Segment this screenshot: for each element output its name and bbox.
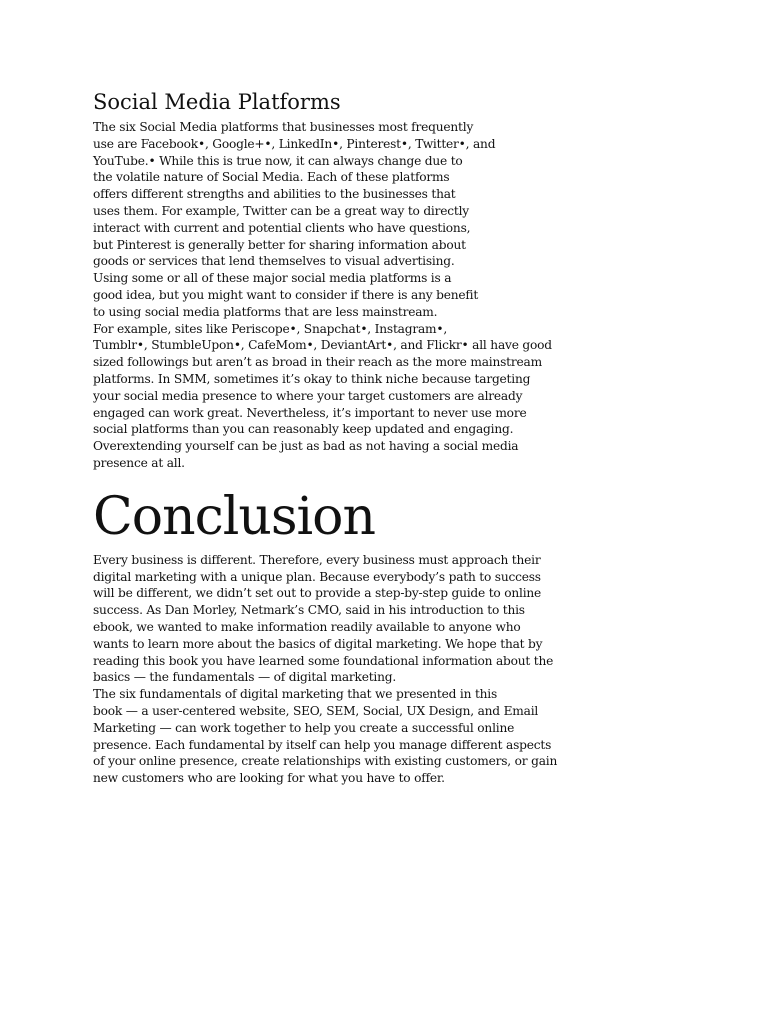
conclusion-paragraph-1 xyxy=(93,552,593,686)
text-line: platforms. In SMM, sometimes it’s okay to think niche because targeting xyxy=(93,371,531,386)
text-line: For example, sites like Periscope•, Snapchat•, Instagram•, xyxy=(93,321,448,336)
text-line: The six Social Media platforms that businesses most frequently xyxy=(93,120,474,134)
text-line: will be different, we didn’t set out to provide a step-by-step guide to online xyxy=(93,586,542,601)
text-line: success. As Dan Morley, Netmark’s CMO, said in his introduction to this xyxy=(93,603,525,618)
text-line: basics — the fundamentals — of digital marketing. xyxy=(93,670,397,685)
text-line: the volatile nature of Social Media. Each of these platforms xyxy=(93,170,450,185)
text-line: new customers who are looking for what you have to offer. xyxy=(93,771,445,786)
text-line: but Pinterest is generally better for sharing information about xyxy=(93,237,466,252)
conclusion-paragraph-2 xyxy=(93,686,593,787)
text-line: good idea, but you might want to consider if there is any benefit xyxy=(93,287,479,302)
text-line: reading this book you have learned some foundational information about the xyxy=(93,653,554,668)
text-line: offers different strengths and abilities to the businesses that xyxy=(93,187,456,202)
text-line: Using some or all of these major social media platforms is a xyxy=(93,271,452,286)
text-line: digital marketing with a unique plan. Because everybody’s path to success xyxy=(93,569,541,584)
text-line: presence at all. xyxy=(93,455,185,470)
text-line: engaged can work great. Nevertheless, it’s important to never use more xyxy=(93,405,527,420)
text-line: The six fundamentals of digital marketing that we presented in this xyxy=(93,687,498,702)
text-line: Every business is different. Therefore, every business must approach their xyxy=(93,552,541,567)
section-heading-social-media: Social Media Platforms xyxy=(93,90,341,114)
text-line: sized followings but aren’t as broad in their reach as the more mainstream xyxy=(93,355,542,370)
text-line: presence. Each fundamental by itself can help you manage different aspects xyxy=(93,737,552,752)
text-line: wants to learn more about the basics of digital marketing. We hope that by xyxy=(93,636,543,651)
text-line: Overextending yourself can be just as bad as not having a social media xyxy=(93,439,519,454)
text-line: Marketing — can work together to help you create a successful online xyxy=(93,720,515,735)
text-line: YouTube.• While this is true now, it can always change due to xyxy=(93,153,463,168)
text-line: Tumblr•, StumbleUpon•, CafeMom•, DeviantArt•, and Flickr• all have good xyxy=(93,338,552,353)
text-line: to using social media platforms that are less mainstream. xyxy=(93,304,438,319)
social-media-paragraph xyxy=(93,119,593,472)
document-page xyxy=(93,88,593,787)
text-line: your social media presence to where your target customers are already xyxy=(93,388,523,403)
section-heading-conclusion: Conclusion xyxy=(93,486,375,547)
text-line: uses them. For example, Twitter can be a great way to directly xyxy=(93,203,469,218)
text-line: ebook, we wanted to make information readily available to anyone who xyxy=(93,619,521,634)
text-line: interact with current and potential clients who have questions, xyxy=(93,220,471,235)
text-line: use are Facebook•, Google+•, LinkedIn•, Pinterest•, Twitter•, and xyxy=(93,136,496,151)
text-line: of your online presence, create relationships with existing customers, or gain xyxy=(93,754,558,769)
text-line: goods or services that lend themselves to visual advertising. xyxy=(93,254,455,269)
text-line: social platforms than you can reasonably keep updated and engaging. xyxy=(93,422,514,437)
text-line: book — a user-centered website, SEO, SEM, Social, UX Design, and Email xyxy=(93,703,539,718)
